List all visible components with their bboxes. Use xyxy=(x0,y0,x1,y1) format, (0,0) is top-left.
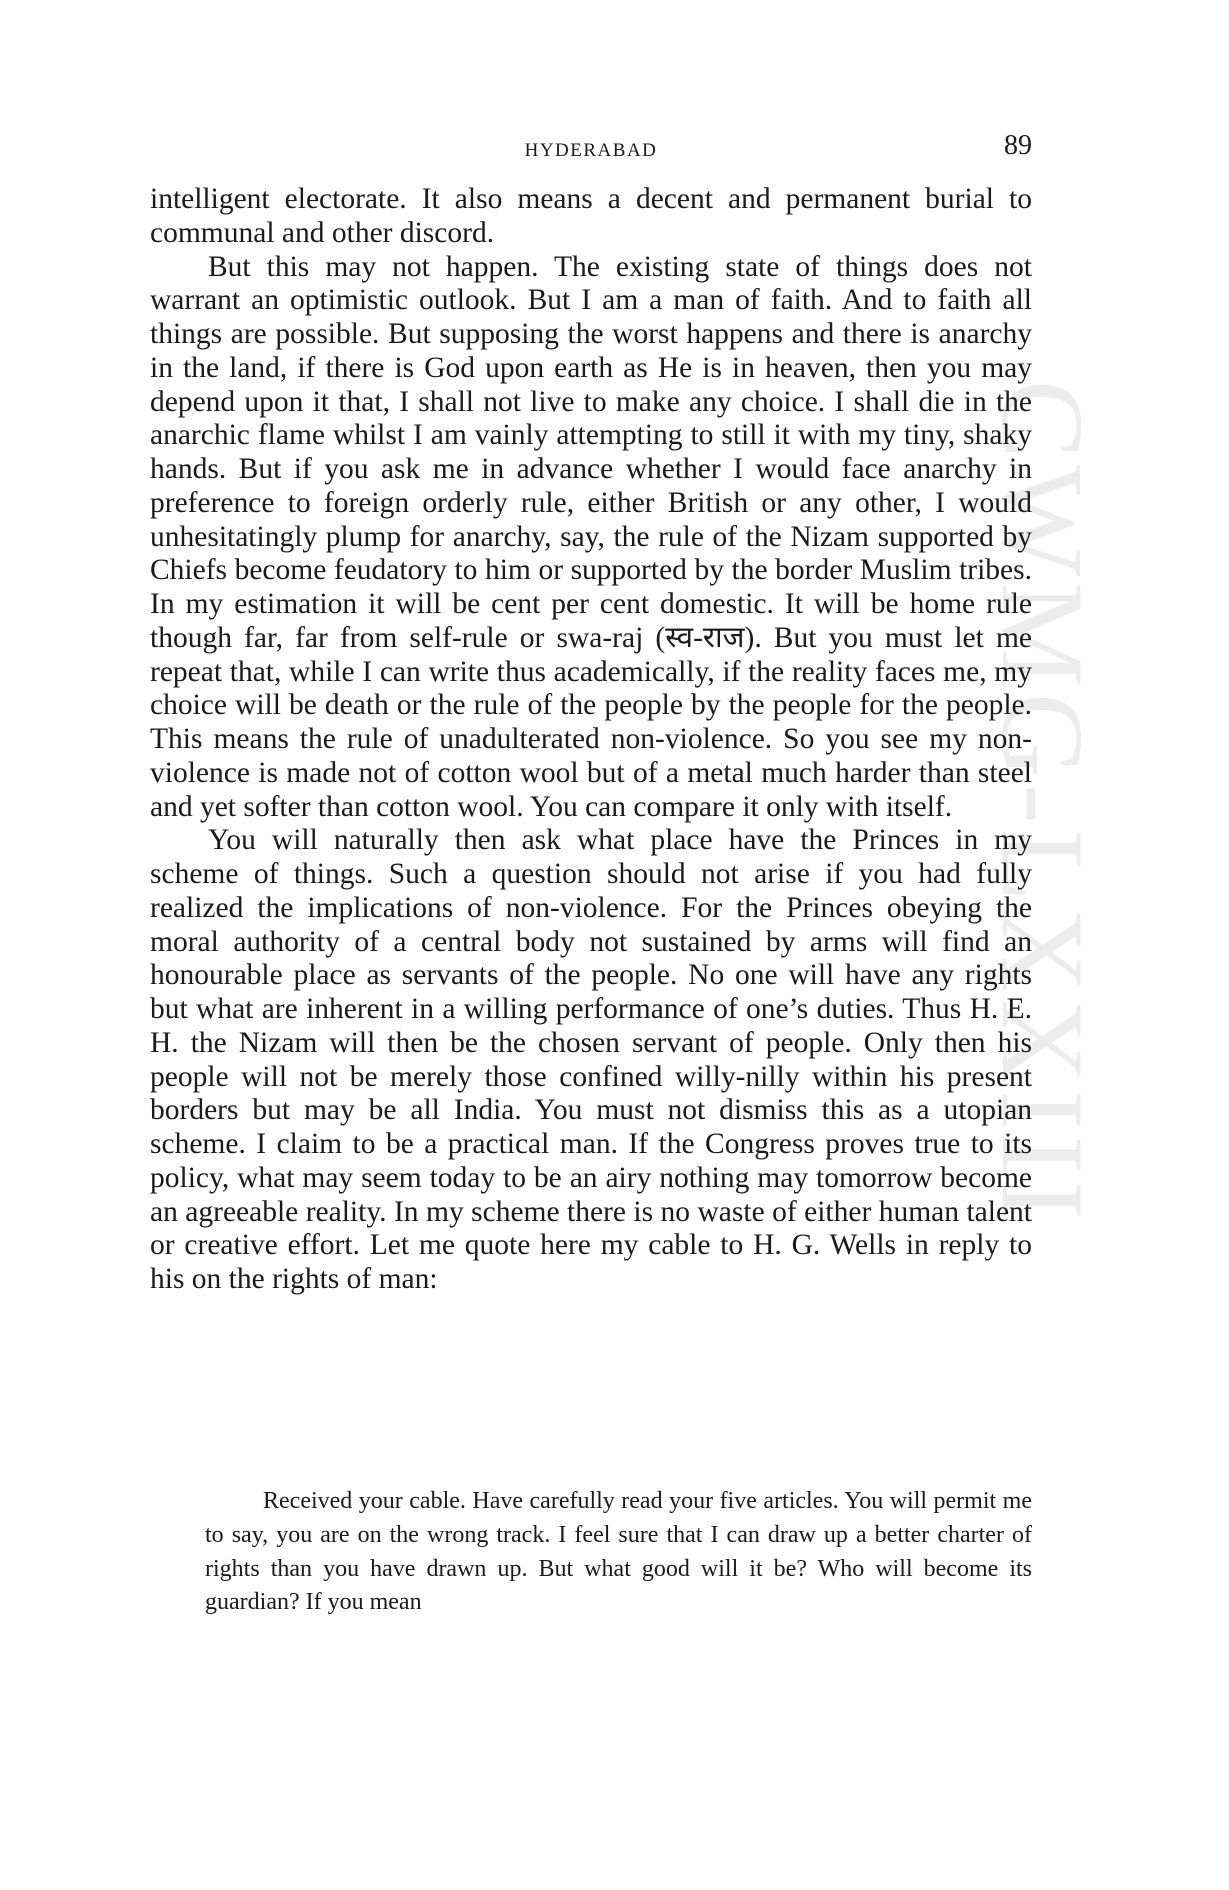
paragraph-3: You will naturally then ask what place have the Princes in my scheme of things. Such a question should not arise if you had fully realized the implications of non-violence. For the Princes obeying the moral authority of a central body not sustained by arms will find an honourable place as servants of the people. No one will have any rights but what are inherent in a willing performance of one’s duties. Thus H. E. H. the Nizam will then be the chosen servant of people. Only then his people will not be merely those confined willy-nilly within his present borders but may be all India. You must not dismiss this as a utopian scheme. I claim to be a practical man. If the Congress proves true to its policy, what may seem today to be an airy nothing may tomorrow become an agreeable reality. In my scheme there is no waste of either human talent or creative effort. Let me quote here my cable to H. G. Wells in reply to his on the rights of man: xyxy=(150,824,1032,1295)
paragraph-1: intelligent electorate. It also means a decent and permanent burial to communal and other discord. xyxy=(150,183,1032,249)
page-number: 89 xyxy=(1004,130,1032,161)
block-quote: Received your cable. Have carefully read your five articles. You will permit me to say, you are on the wrong track. I feel sure that I can draw up a better charter of rights than you have drawn up. But what good will it be? Who will become its guardian? If you mean xyxy=(205,1488,1032,1616)
paragraph-2: But this may not happen. The existing state of things does not warrant an optimistic outlook. But I am a man of faith. And to faith all things are possible. But supposing the worst happens and there is anarchy in the land, if there is God upon earth as He is in heaven, then you may depend upon it that, I shall not live to make any choice. I shall die in the anarchic flame whilst I am vainly attempting to still it with my tiny, shaky hands. But if you ask me in advance whether I would face anarchy in preference to foreign orderly rule, either British or any other, I would unhesitatingly plump for anarchy, say, the rule of the Nizam supported by Chiefs become feudatory to him or supported by the border Muslim tribes. In my estimation it will be cent per cent domestic. It will be home rule though far, far from self-rule or swa-raj (स्व-राज). But you must let me repeat that, while I can write thus academically, if the reality faces me, my choice will be death or the rule of the people by the people for the people. This means the rule of unadulterated non-violence. So you see my non-violence is made not of cotton wool but of a metal much harder than steel and yet softer than cotton wool. You can compare it only with itself. xyxy=(150,250,1032,823)
running-head: HYDERABAD xyxy=(524,140,658,161)
page-header xyxy=(150,130,1032,170)
watermark-text: CWMG-LXXIII xyxy=(977,380,1108,1226)
body-text xyxy=(150,183,1032,1297)
